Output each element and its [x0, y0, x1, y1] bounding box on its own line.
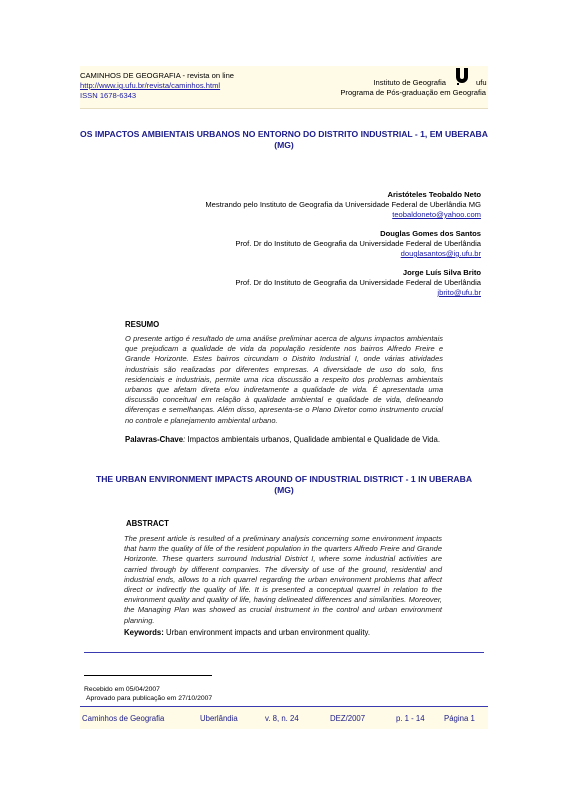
journal-name: CAMINHOS DE GEOGRAFIA - revista on line	[80, 71, 235, 80]
resumo-text: O presente artigo é resultado de uma análise preliminar acerca de alguns impactos ambientais que prejudicam a qualidade de vida da população residente nos bairros Alfredo Freire e Grande Horizonte. Estes bairros circundam o Distrito Industrial I, onde várias atividades industriais são realizadas por diferentes empresas. A diversidade de uso do solo, fins residenciais e industriais, permite uma rica discussão a respeito dos problemas ambientais urbanos que afetam direta e/ou indiretamente a qualidade de vida. É apresentada uma discussão conceitual em relação à qualidade ambiental e qualidade de vida, delineando diferenças e semelhanças. Além disso, apresenta-se o Plano Diretor como instrumento crucial no controle e planejamento ambiental urbano.	[125, 334, 443, 425]
program-name: Programa de Pós-graduação em Geografia	[340, 88, 486, 97]
resumo-heading: RESUMO	[125, 320, 160, 329]
abstract-text: The present article is resulted of a preliminary analysis concerning some environment impacts that harm the quality of life of the resident population in the quarters Alfredo Freire and Grande Horizonte. These quarters surround Industrial District I, where some industrial activities are carried through by different companies. The diversity of use of the ground, residential and industrial ends, allows to a rich quarrel regarding the urban environment problems that affect direct or indirectly the quality of life. It is presented a conceptual quarrel in relation to the environment quality and quality of life, having delineated differences and similarities. Moreover, the Managing Plan was showed as crucial instrument in the control and urban environment planning.	[124, 534, 442, 625]
keywords-label: Palavras-Chave	[125, 435, 184, 444]
author-name: Aristóteles Teobaldo Neto	[387, 190, 481, 199]
keywords-text: Urban environment impacts and urban environment quality.	[163, 628, 371, 637]
author-affiliation: Prof. Dr do Instituto de Geografia da Universidade Federal de Uberlândia	[235, 278, 481, 287]
keywords-separator: :	[183, 435, 186, 444]
divider	[84, 652, 484, 653]
ufu-label: ufu	[476, 78, 487, 87]
author-email-link[interactable]: douglasantos@ig.ufu.br	[400, 249, 481, 258]
author-block-1	[205, 190, 481, 220]
author-block-2	[235, 229, 481, 259]
author-name: Jorge Luís Silva Brito	[402, 268, 481, 277]
footer-page-number: Página 1	[444, 714, 475, 723]
institute-name: Instituto de Geografia	[373, 78, 446, 87]
journal-info	[80, 71, 234, 101]
received-date: Recebido em 05/04/2007	[84, 686, 160, 693]
abstract-keywords	[124, 627, 454, 638]
author-affiliation: Mestrando pelo Instituto de Geografia da Universidade Federal de Uberlândia MG	[205, 200, 481, 209]
keywords-label: Keywords:	[124, 628, 164, 637]
author-block-3	[235, 268, 481, 298]
article-title-pt: OS IMPACTOS AMBIENTAIS URBANOS NO ENTORNO DO DISTRITO INDUSTRIAL - 1, EM UBERABA (MG)	[80, 129, 488, 150]
institute-info	[340, 78, 486, 98]
footer-volume: v. 8, n. 24	[265, 714, 299, 723]
article-title-en: THE URBAN ENVIRONMENT IMPACTS AROUND OF INDUSTRIAL DISTRICT - 1 IN UBERABA (MG)	[95, 474, 473, 495]
issn: ISSN 1678-6343	[80, 91, 137, 100]
journal-url-link[interactable]: http://www.ig.ufu.br/revista/caminhos.html	[80, 81, 221, 90]
journal-header	[80, 66, 488, 109]
author-email-link[interactable]: jbrito@ufu.br	[437, 288, 481, 297]
footer-journal: Caminhos de Geografia	[82, 714, 165, 723]
footer-date: DEZ/2007	[330, 714, 366, 723]
submission-notes	[84, 685, 212, 703]
author-email-link[interactable]: teobaldoneto@yahoo.com	[392, 210, 481, 219]
author-affiliation: Prof. Dr do Instituto de Geografia da Universidade Federal de Uberlândia	[235, 239, 481, 248]
keywords-text: Impactos ambientais urbanos, Qualidade ambiental e Qualidade de Vida.	[185, 435, 440, 444]
footer-pages: p. 1 - 14	[396, 714, 425, 723]
author-name: Douglas Gomes dos Santos	[380, 229, 481, 238]
approved-date: Aprovado para publicação em 27/10/2007	[86, 695, 213, 702]
resumo-keywords	[125, 434, 443, 445]
abstract-heading: ABSTRACT	[126, 519, 169, 528]
footnote-divider	[84, 675, 212, 676]
footer-city: Uberlândia	[200, 714, 238, 723]
page-footer	[80, 706, 488, 729]
